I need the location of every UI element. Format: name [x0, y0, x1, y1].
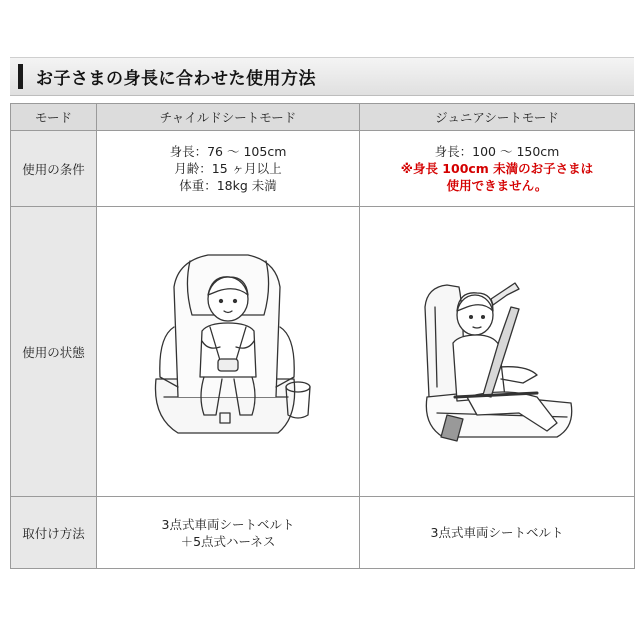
- header-mode: モード: [11, 104, 97, 131]
- header-junior-seat-mode: ジュニアシートモード: [360, 104, 635, 131]
- junior-warning-line-1: ※身長 100cm 未満のお子さまは: [400, 161, 594, 176]
- child-state-cell: [97, 207, 360, 497]
- state-label: 使用の状態: [11, 207, 97, 497]
- child-height-condition: 身長：76 ～ 105cm: [169, 144, 287, 159]
- child-conditions-cell: [97, 131, 360, 207]
- junior-conditions-cell: [360, 131, 635, 207]
- junior-warning-line-2: 使用できません。: [446, 178, 548, 193]
- child-age-condition: 月齢：15 ヶ月以上: [174, 161, 282, 176]
- usage-table: [10, 103, 635, 569]
- child-install-line-1: 3点式車両シートベルト: [161, 516, 295, 532]
- junior-install-cell: 3点式車両シートベルト: [360, 497, 635, 569]
- junior-height-condition: 身長：100 ～ 150cm: [434, 144, 560, 159]
- child-install-cell: [97, 497, 360, 569]
- header-child-seat-mode: チャイルドシートモード: [97, 104, 360, 131]
- state-row: [11, 207, 635, 497]
- section-title-bar: [10, 57, 634, 96]
- junior-state-cell: [360, 207, 635, 497]
- child-install-line-2: ＋5点式ハーネス: [180, 533, 276, 549]
- conditions-row: [11, 131, 635, 207]
- conditions-label: 使用の条件: [11, 131, 97, 207]
- section-title: お子さまの身長に合わせた使用方法: [36, 69, 316, 89]
- header-row: [11, 104, 635, 131]
- child-seat-harness-illustration: [138, 247, 318, 457]
- title-accent-bar: [18, 64, 23, 89]
- install-row: [11, 497, 635, 569]
- install-label: 取付け方法: [11, 497, 97, 569]
- junior-seat-belt-illustration: [407, 247, 587, 457]
- child-weight-condition: 体重：18kg 未満: [179, 178, 277, 193]
